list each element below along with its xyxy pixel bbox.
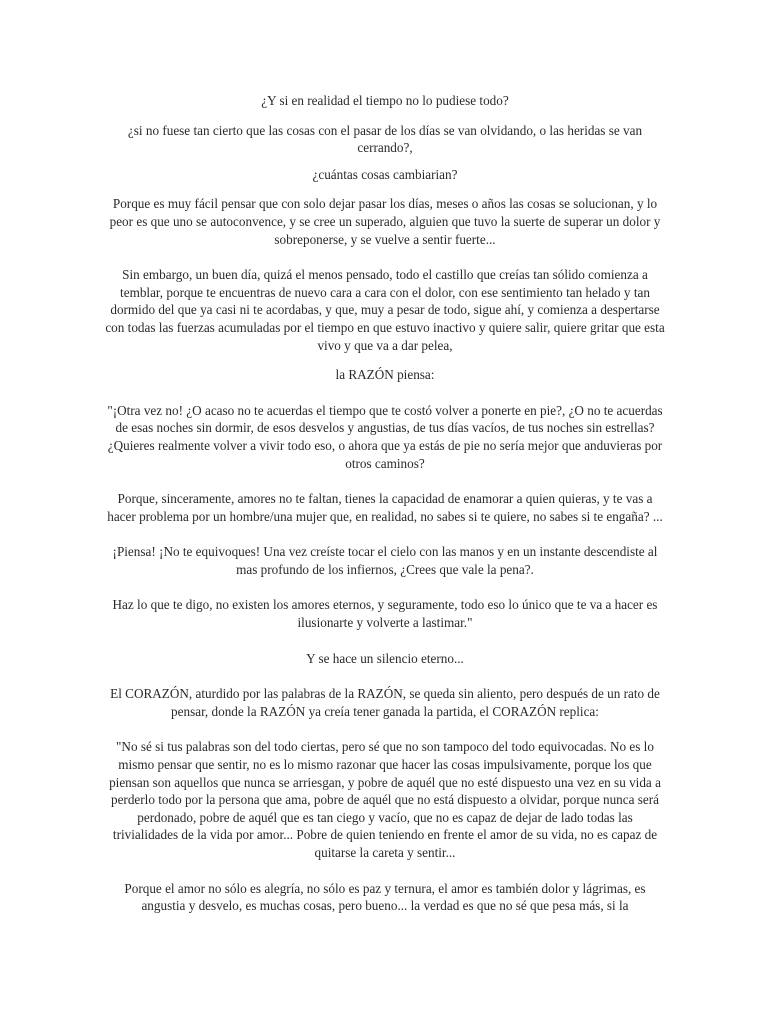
paragraph-7: "¡Otra vez no! ¿O acaso no te acuerdas el tiempo que te costó volver a ponerte en pie?, ¿O no te acuerdas de esas noches sin dormir, de esos desvelos y angustias, de tus días vacíos, de tus noches sin estrellas? ¿Quieres realmente volver a vivir todo eso, o ahora que ya estás de pie no sería mejor que anduvieras por otros caminos? bbox=[107, 402, 663, 471]
paragraph-9: ¡Piensa! ¡No te equivoques! Una vez creíste tocar el cielo con las manos y en un instante descendiste al mas profundo de los infiernos, ¿Crees que vale la pena?. bbox=[112, 544, 658, 577]
paragraph-5: Sin embargo, un buen día, quizá el menos pensado, todo el castillo que creías tan sólido comienza a temblar, porque te encuentras de nuevo cara a cara con el dolor, con ese sentimiento tan helado y tan dormido del que ya casi ni te acordabas, y que, muy a pesar de todo, sigue ahí, y comienza a despertarse con todas las fuerzas acumuladas por el tiempo en que estuvo inactivo y quiere salir, quiere gritar que esta vivo y que va a dar pelea, bbox=[105, 267, 665, 353]
document-body bbox=[104, 92, 666, 915]
paragraph-6: la RAZÓN piensa: bbox=[335, 367, 435, 383]
paragraph-10: Haz lo que te digo, no existen los amores eternos, y seguramente, todo eso lo único que te va a hacer es ilusionarte y volverte a lastimar." bbox=[112, 597, 658, 631]
paragraph-4: Porque es muy fácil pensar que con solo dejar pasar los días, meses o años las cosas se solucionan, y lo peor es que uno se autoconvence, y se cree un superado, alguien que tuvo la suerte de superar un dolor y sobreponerse, y se vuelve a sentir fuerte... bbox=[109, 196, 661, 247]
paragraph-2: ¿si no fuese tan cierto que las cosas con el pasar de los días se van olvidando, o las heridas se van cerrando?, bbox=[127, 122, 643, 156]
paragraph-14: Porque el amor no sólo es alegría, no sólo es paz y ternura, el amor es también dolor y lágrimas, es angustia y desvelo, es muchas cosas, pero bueno... la verdad es que no sé que pesa más, si la bbox=[124, 880, 646, 914]
paragraph-13: "No sé si tus palabras son del todo ciertas, pero sé que no son tampoco del todo equivocadas. No es lo mismo pensar que sentir, no es lo mismo razonar que hacer las cosas impulsivamente, porque los que piensan son aquellos que nunca se arriesgan, y pobre de aquél que no esté dispuesto una vez en su vida a perderlo todo por la persona que ama, pobre de aquél que no está dispuesto a olvidar, porque nunca será perdonado, pobre de aquél que es tan ciego y vacío, que no es capaz de dejar de lado todas las trivialidades de la vida por amor... Pobre de quien teniendo en frente el amor de su vida, no es capaz de quitarse la careta y sentir... bbox=[109, 739, 661, 860]
paragraph-12: El CORAZÓN, aturdido por las palabras de la RAZÓN, se queda sin aliento, pero después de un rato de pensar, donde la RAZÓN ya creía tener ganada la partida, el CORAZÓN replica: bbox=[110, 686, 660, 719]
paragraph-8: Porque, sinceramente, amores no te faltan, tienes la capacidad de enamorar a quien quieras, y te vas a hacer problema por un hombre/una mujer que, en realidad, no sabes si te quiere, no sabes si te engaña? ... bbox=[107, 491, 663, 524]
paragraph-11: Y se hace un silencio eterno... bbox=[306, 650, 464, 666]
paragraph-3: ¿cuántas cosas cambiarian? bbox=[312, 166, 458, 182]
paragraph-1: ¿Y si en realidad el tiempo no lo pudiese todo? bbox=[261, 93, 509, 108]
